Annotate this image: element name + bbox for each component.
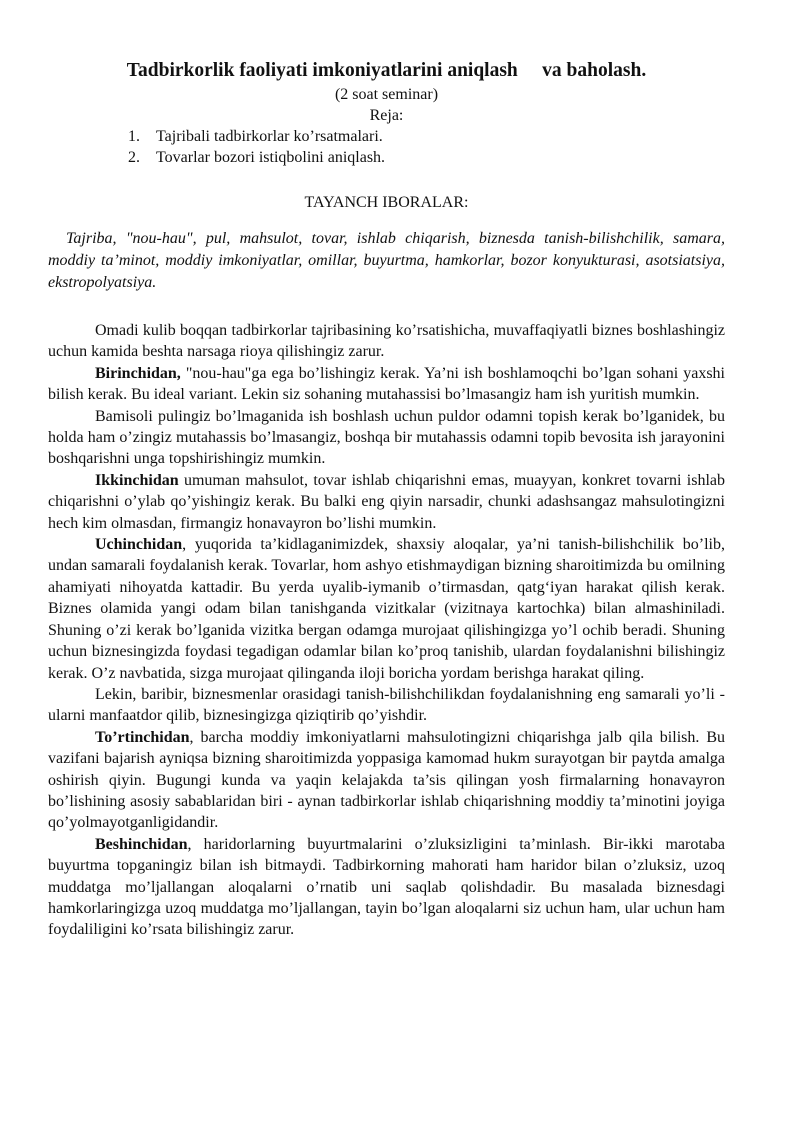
keywords-text: Tajriba, "nou-hau", pul, mahsulot, tovar, ishlab chiqarish, biznesda tanish-bilishchilik, samara, moddiy ta’minot, moddiy imkoniyatlar, omillar, buyurtma, hamkorlar, bozor konyukturasi, asotsiatsiya, ekstropolyatsiya. [48, 230, 725, 291]
plan-item-number: 1. [128, 128, 140, 145]
plan-item-text: Tajribali tadbirkorlar ko’rsatmalari. [156, 128, 383, 145]
document-subtitle: (2 soat seminar) [334, 86, 439, 103]
paragraph [48, 470, 725, 534]
paragraph-lead: Uchinchidan [95, 536, 183, 554]
plan-item [128, 126, 725, 147]
paragraph-lead: To’rtinchidan [95, 728, 190, 746]
paragraph [48, 534, 725, 684]
paragraph [48, 834, 725, 941]
document-page [48, 58, 725, 941]
paragraph-text: , barcha moddiy imkoniyatlarni mahsulotingizni chiqarishga jalb qila bilish. Bu vazifani bajarish ayniqsa bizning sharoitimizda yoppasiga kamomad hukm surayotgan bir paytda amalga oshirish qiyin. Bugungi kunda va yaqin kelajakda ta’sis qilingan yosh firmalarning honavayron bo’lishining asosiy sabablaridan biri - aynan tadbirkorlar ishlab chiqarishning moddiy ta’minotini joyiga qo’yolmayotganligidandir. [48, 728, 725, 832]
paragraph-text: umuman mahsulot, tovar ishlab chiqarishni emas, muayyan, konkret tovarni ishlab chiqarishni o’ylab qo’yishingiz kerak. Bu balki eng qiyin narsadir, chunki adashsangaz mahsulotingizni hech kim olmasdan, firmangiz honavayron bo’lishi mumkin. [48, 471, 725, 532]
document-body [48, 320, 725, 941]
paragraph [48, 684, 725, 727]
plan-label: Reja: [369, 107, 404, 124]
plan-item [128, 147, 725, 168]
paragraph-lead: Ikkinchidan [95, 471, 179, 489]
paragraph-lead: Birinchidan, [95, 364, 181, 382]
plan-item-number: 2. [128, 149, 140, 166]
paragraph-text: , haridorlarning buyurtmalarini o’zluksizligini ta’minlash. Bir-ikki marotaba buyurtma topganingiz bilan ish bitmaydi. Tadbirkorning mahorati ham haridor bilan o’zluksiz, uzoq muddatga mo’ljallangan aloqalarni o’rnatib uni saqlab qolishdadir. Bu masalada biznesdagi hamkorlaringizga uzoq muddatga mo’ljallangan, tayin bo’lgan aloqalarni siz uchun ham, ular uchun ham foydaliligini ko’rsata bilishingiz zarur. [48, 835, 725, 939]
paragraph [48, 406, 725, 470]
plan-list [128, 126, 725, 168]
paragraph-text: Bamisoli pulingiz bo’lmaganida ish boshlash uchun puldor odamni topish kerak bo’lganidek, bu holda ham o’zingiz mutahassis bo’lmasangiz, boshqa bir mutahassis odamni topib bevosita ish jarayonini boshqarishni unga topshirishingiz mumkin. [48, 407, 725, 468]
paragraph [48, 320, 725, 363]
paragraph-text: Lekin, baribir, biznesmenlar orasidagi tanish-bilishchilikdan foydalanishning eng samarali yo’li - ularni manfaatdor qilib, biznesingizga qiziqtirib qo’yishdir. [48, 685, 725, 725]
paragraph-text: , yuqorida ta’kidlaganimizdek, shaxsiy aloqalar, ya’ni tanish-bilishchilik bo’lib, undan samarali foydalanish kerak. Tovarlar, hom ashyo etishmaydigan bizning sharoitimizda bu omilning ahamiyati nihoyatda kattadir. Bu yerda uyalib-iymanib o’tirmasdan, qatg‘iyan harakat qilish kerak. Biznes olamida yangi odam bilan tanishganda vizitkalar (vizitnaya kartochka) bilan almashiniladi. Shuning o’zi kerak bo’lganida vizitka bergan odamga murojaat qilishingizga yo’l ochib beradi. Shuning uchun biznesingizda foydasi tegadigan odamlar bilan ko’proq tanishib, ulardan foydalanishni bilishingiz kerak. O’z navbatida, sizga murojaat qilinganda iloji boricha yordam berishga harakat qiling. [48, 536, 725, 682]
keywords-heading: TAYANCH IBORALAR: [304, 194, 469, 211]
plan-item-text: Tovarlar bozori istiqbolini aniqlash. [156, 149, 386, 166]
paragraph-text: Omadi kulib boqqan tadbirkorlar tajribasining ko’rsatishicha, muvaffaqiyatli biznes boshlashingiz uchun kamida beshta narsaga rioya qilishingiz zarur. [48, 322, 725, 361]
paragraph-text: "nou-hau"ga ega bo’lishingiz kerak. Ya’ni ish boshlamoqchi bo’lgan sohani yaxshi bilish kerak. Bu ideal variant. Lekin siz sohaning mutahassisi bo’lmasangiz ham ish yuritish mumkin. [48, 364, 725, 404]
document-title: Tadbirkorlik faoliyati imkoniyatlarini aniqlash va baholash. [126, 60, 647, 81]
paragraph-lead: Beshinchidan [95, 835, 188, 853]
paragraph [48, 727, 725, 834]
paragraph [48, 363, 725, 406]
